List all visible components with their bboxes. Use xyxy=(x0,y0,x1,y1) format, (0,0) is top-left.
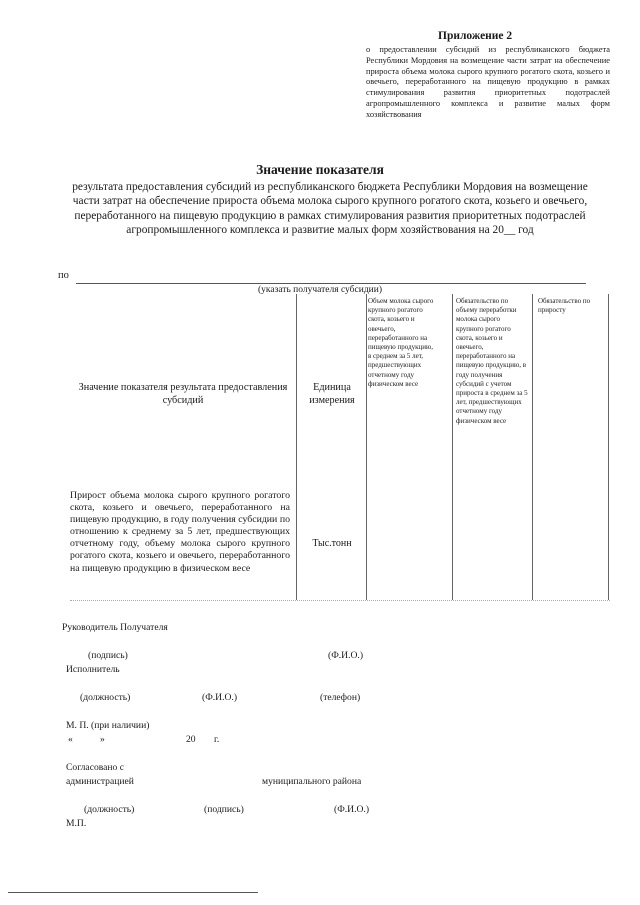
header-indicator: Значение показателя результата предоставления субсидий xyxy=(78,382,288,406)
table-divider xyxy=(366,294,367,600)
district-label: муниципального района xyxy=(262,776,362,787)
date-open-quote: « xyxy=(68,734,73,745)
row-unit: Тыс.тонн xyxy=(312,538,352,549)
row-indicator: Прирост объема молока сырого крупного рогатого скота, козьего и овечьего, переработанного на пищевую продукцию, в году получения субсидии по отношению к среднему за 5 лет, предшествующих отчетному году, объему молока сырого крупного рогатого скота, козьего и овечьего, переработанного на пищевую продукцию в физическом весе xyxy=(70,490,290,574)
fio-label: (Ф.И.О.) xyxy=(202,692,238,703)
table-bottom-border xyxy=(70,600,610,601)
position-label: (должность) xyxy=(80,692,131,703)
signature-label: (подпись) xyxy=(88,650,128,661)
document-title: Значение показателя xyxy=(256,162,384,177)
recipient-underline xyxy=(76,283,586,284)
fio-label: (Ф.И.О.) xyxy=(334,804,370,815)
seal-note: М. П. (при наличии) xyxy=(66,720,150,731)
date-close-quote: » xyxy=(100,734,105,745)
seal-note: М.П. xyxy=(66,818,87,829)
executor-label: Исполнитель xyxy=(66,664,120,675)
page-bottom-rule xyxy=(8,892,258,893)
table-divider xyxy=(452,294,453,600)
recipient-hint: (указать получателя субсидии) xyxy=(257,285,382,295)
recipient-prefix: по xyxy=(58,270,69,281)
header-growth-obligation: Обязательство по приросту xyxy=(538,297,591,315)
head-of-recipient: Руководитель Получателя xyxy=(62,622,168,633)
table-divider xyxy=(532,294,533,600)
phone-label: (телефон) xyxy=(320,692,361,703)
header-average-volume: Объем молока сырого крупного рогатого скота, козьего и овечьего, переработанного на пищевую продукцию, в среднем за 5 лет, предшествующих отчетному году физическом весе xyxy=(368,297,434,388)
table-divider xyxy=(608,294,609,600)
administration-label: администрацией xyxy=(66,776,134,787)
fio-label: (Ф.И.О.) xyxy=(328,650,364,661)
signature-label: (подпись) xyxy=(204,804,244,815)
table-divider xyxy=(296,294,297,600)
year-suffix: г. xyxy=(214,734,220,745)
appendix-title: Приложение 2 xyxy=(438,30,513,42)
document-subtitle: результата предоставления субсидий из республиканского бюджета Республики Мордовия на возмещение части затрат на обеспечение прироста объема молока сырого крупного рогатого скота, козьего и овечьего, переработанного на пищевую продукцию в рамках стимулирования развития приоритетных подотраслей агропромышленного комплекса и развитие малых форм хозяйствования на 20__ год xyxy=(72,181,588,237)
year-prefix: 20 xyxy=(186,734,196,745)
appendix-text: о предоставлении субсидий из республиканского бюджета Республики Мордовия на возмещение части затрат на обеспечение прироста объема молока сырого крупного рогатого скота, козьего и овечьего, переработанного на пищевую продукцию в рамках стимулирования развития приоритетных подотраслей агропромышленного комплекса и развитие малых форм хозяйствования xyxy=(366,45,610,119)
indicator-table xyxy=(70,294,610,600)
agreed-label: Согласовано с xyxy=(66,762,124,773)
header-processing-obligation: Обязательство по объему переработки молока сырого крупного рогатого скота, козьего и овечьего, переработанного на пищевую продукцию, в году получения субсидий с учетом прироста в среднем за 5 лет, предшествующих отчетному году физическом весе xyxy=(456,297,528,425)
header-unit: Единица измерения xyxy=(309,382,355,406)
position-label: (должность) xyxy=(84,804,135,815)
